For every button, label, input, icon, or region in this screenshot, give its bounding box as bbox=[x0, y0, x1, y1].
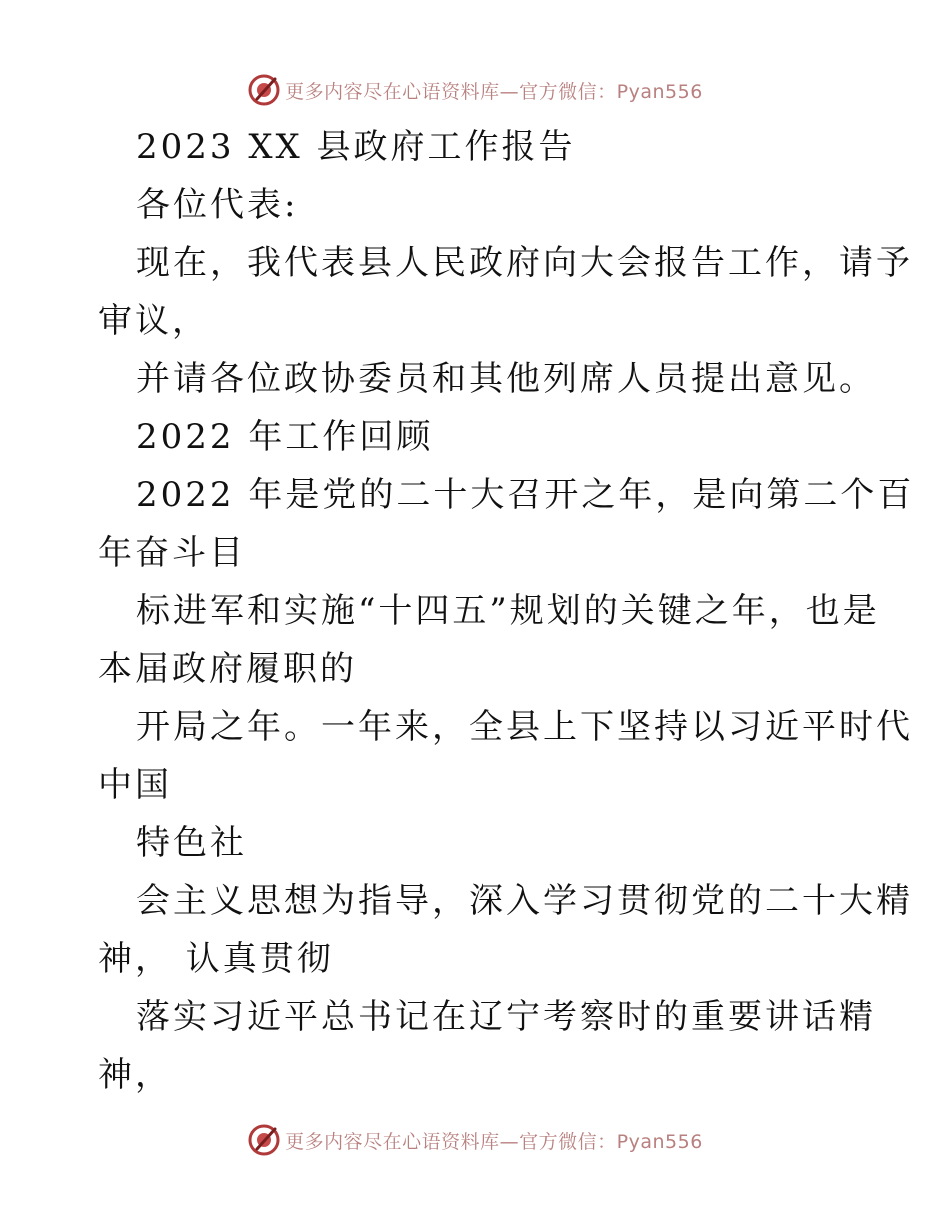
document-line: 年奋斗目 bbox=[98, 533, 246, 573]
footer-banner-text: 更多内容尽在心语资料库—官方微信：Pyan556 bbox=[285, 1130, 703, 1153]
document-line: 各位代表: bbox=[136, 185, 299, 225]
header-banner-text: 更多内容尽在心语资料库—官方微信：Pyan556 bbox=[285, 80, 703, 103]
document-line: 特色社 bbox=[136, 823, 247, 863]
footer-banner bbox=[0, 1120, 950, 1160]
document-line: 2022 年工作回顾 bbox=[136, 417, 434, 457]
document-line: 标进军和实施“十四五”规划的关键之年，也是 bbox=[136, 591, 880, 631]
document-line: 会主义思想为指导，深入学习贯彻党的二十大精 bbox=[136, 881, 913, 921]
document-line: 中国 bbox=[98, 765, 172, 805]
document-line: 审议， bbox=[98, 301, 209, 341]
document-line: 并请各位政协委员和其他列席人员提出意见。 bbox=[136, 359, 876, 399]
document-line: 落实习近平总书记在辽宁考察时的重要讲话精 bbox=[136, 997, 876, 1037]
document-line: 神， 认真贯彻 bbox=[98, 939, 334, 979]
document-body bbox=[98, 118, 915, 1104]
document-line: 现在，我代表县人民政府向大会报告工作，请予 bbox=[136, 243, 913, 283]
header-banner bbox=[0, 70, 950, 110]
document-line: 2023 XX 县政府工作报告 bbox=[136, 127, 576, 167]
document-line: 本届政府履职的 bbox=[98, 649, 357, 689]
document-line: 2022 年是党的二十大召开之年，是向第二个百 bbox=[136, 475, 915, 515]
document-line: 神， bbox=[98, 1055, 172, 1095]
logo-icon bbox=[247, 1123, 281, 1157]
logo-icon bbox=[247, 73, 281, 107]
document-line: 开局之年。一年来，全县上下坚持以习近平时代 bbox=[136, 707, 913, 747]
